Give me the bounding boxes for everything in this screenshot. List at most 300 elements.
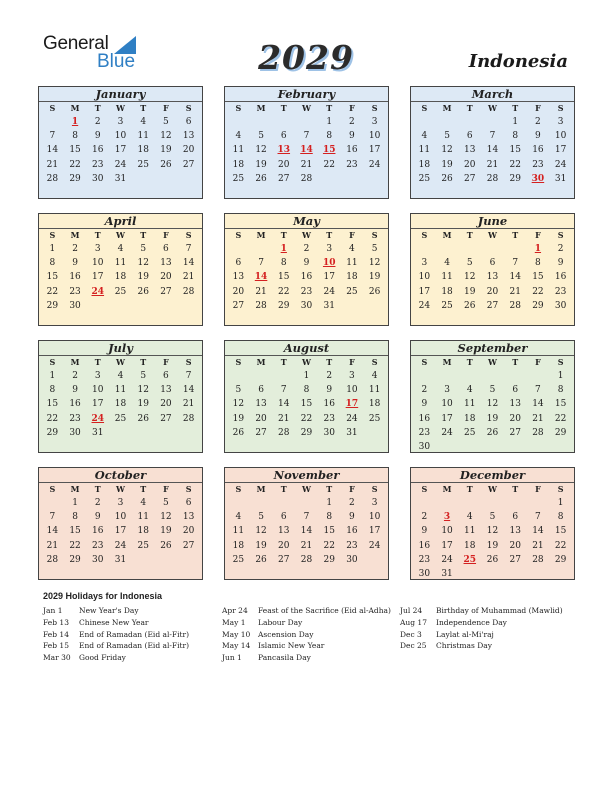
month-title: April [39, 214, 202, 229]
day-cell: 16 [418, 540, 431, 551]
weekday-header: F [349, 357, 355, 367]
weekday-header: T [512, 103, 519, 113]
day-cell: 20 [182, 526, 195, 537]
holiday-entry [43, 617, 189, 629]
day-cell: 9 [349, 512, 355, 523]
month-november [224, 467, 389, 580]
day-cell: 23 [92, 540, 104, 551]
day-cell: 24 [346, 413, 358, 424]
day-cell: 8 [326, 512, 333, 523]
day-cell: 9 [94, 131, 101, 142]
day-cell: 27 [255, 427, 267, 438]
weekday-header: S [371, 484, 378, 494]
day-cell: 15 [509, 145, 521, 156]
weekday-header: F [535, 484, 541, 494]
weekday-header: M [442, 230, 452, 240]
day-cell: 9 [72, 385, 78, 396]
day-cell: 6 [258, 385, 264, 396]
month-january [38, 86, 203, 199]
holiday-date: Jun 1 [222, 653, 242, 663]
day-cell: 9 [557, 258, 564, 269]
holidays-heading: 2029 Holidays for Indonesia [43, 591, 163, 601]
day-cell: 19 [368, 272, 381, 283]
day-cell: 11 [464, 526, 476, 537]
holiday-name: Independence Day [436, 617, 507, 627]
day-cell: 30 [323, 427, 335, 438]
day-cell: 5 [258, 512, 264, 523]
day-cell: 11 [346, 258, 358, 269]
day-cell: 30 [92, 554, 104, 565]
empty-cell [458, 496, 481, 510]
day-cell: 18 [464, 540, 476, 551]
day-cell: 11 [232, 526, 245, 537]
day-cell: 3 [349, 371, 355, 381]
day-cell: 23 [69, 413, 81, 424]
day-cell: 12 [255, 526, 267, 537]
day-cell: 20 [278, 540, 290, 551]
day-cell: 4 [444, 258, 450, 269]
month-title: January [39, 87, 202, 102]
day-cell: 19 [441, 159, 453, 170]
empty-cell [227, 369, 250, 383]
weekday-header: T [512, 230, 519, 240]
holiday-entry [222, 629, 391, 641]
day-cell: 16 [346, 526, 358, 537]
day-cell: 3 [371, 117, 378, 127]
weekday-header: M [442, 484, 452, 494]
weekday-header: S [557, 357, 564, 367]
day-cell: 2 [421, 385, 428, 396]
holiday-entry [400, 629, 563, 641]
day-cell: 12 [255, 145, 267, 156]
day-cell: 1 [557, 371, 564, 381]
day-cell: 3 [94, 244, 101, 254]
day-cell: 17 [114, 526, 127, 537]
day-grid [411, 356, 574, 454]
day-cell: 10 [418, 272, 431, 283]
day-cell: 27 [509, 554, 521, 565]
day-cell: 6 [163, 371, 169, 381]
day-cell: 31 [346, 427, 358, 438]
day-cell: 29 [46, 300, 59, 311]
day-cell: 22 [46, 286, 59, 297]
holiday-entry [222, 640, 391, 652]
day-cell: 17 [92, 399, 104, 410]
day-cell: 8 [557, 385, 564, 396]
day-cell: 3 [117, 498, 124, 508]
day-cell: 6 [280, 512, 287, 523]
weekday-header: T [280, 230, 287, 240]
holiday-entry [43, 652, 189, 664]
month-title: March [411, 87, 574, 102]
day-cell: 15 [554, 399, 567, 410]
weekday-header: S [371, 230, 378, 240]
day-cell: 27 [182, 159, 195, 170]
day-cell: 15 [69, 526, 81, 537]
day-cell: 15 [323, 526, 335, 537]
day-cell: 18 [346, 272, 358, 283]
weekday-header: T [280, 103, 287, 113]
day-cell: 19 [255, 159, 267, 170]
day-cell: 26 [137, 413, 149, 424]
day-cell: 12 [137, 385, 149, 396]
weekday-header: S [421, 357, 428, 367]
empty-cell [413, 115, 436, 129]
day-cell: 25 [137, 159, 149, 170]
day-cell: 12 [137, 258, 149, 269]
day-cell: 29 [69, 554, 81, 565]
day-cell: 18 [137, 526, 149, 537]
day-cell: 13 [509, 399, 521, 410]
holiday-entry [222, 617, 391, 629]
day-cell: 25 [418, 173, 431, 184]
day-grid [225, 483, 388, 567]
weekday-header: S [185, 103, 192, 113]
day-cell: 17 [92, 272, 104, 283]
weekday-header: M [70, 484, 80, 494]
day-cell: 19 [486, 413, 499, 424]
day-cell: 22 [69, 540, 81, 551]
holiday-day: 10 [322, 258, 336, 269]
day-cell: 6 [185, 498, 192, 508]
day-cell: 30 [300, 300, 313, 311]
day-cell: 13 [160, 385, 172, 396]
day-cell: 22 [69, 159, 81, 170]
day-cell: 16 [69, 272, 81, 283]
day-cell: 29 [278, 300, 290, 311]
day-cell: 22 [300, 413, 313, 424]
weekday-header: T [326, 230, 333, 240]
holiday-date: Aug 17 [400, 617, 427, 627]
day-cell: 28 [532, 427, 544, 438]
day-cell: 25 [441, 300, 453, 311]
day-cell: 2 [349, 498, 355, 508]
day-cell: 15 [532, 272, 544, 283]
day-cell: 10 [92, 258, 104, 269]
day-cell: 21 [182, 272, 195, 283]
day-cell: 23 [418, 554, 431, 565]
day-cell: 27 [278, 173, 290, 184]
day-cell: 15 [46, 272, 59, 283]
day-cell: 2 [349, 117, 355, 127]
weekday-header: S [49, 230, 56, 240]
day-cell: 4 [117, 244, 124, 254]
weekday-header: S [235, 103, 242, 113]
weekday-header: M [70, 357, 80, 367]
holiday-name: End of Ramadan (Eid al-Fitr) [79, 629, 190, 639]
day-cell: 15 [554, 526, 567, 537]
day-cell: 29 [554, 554, 567, 565]
holiday-day: 1 [534, 244, 542, 254]
weekday-header: W [488, 103, 497, 113]
holiday-name: Birthday of Muhammad (Mawlid) [436, 606, 563, 615]
day-cell: 5 [235, 385, 242, 396]
day-cell: 24 [418, 300, 431, 311]
weekday-header: W [116, 357, 125, 367]
holiday-day: 1 [280, 244, 287, 254]
day-cell: 26 [137, 286, 149, 297]
weekday-header: F [349, 484, 355, 494]
day-cell: 26 [255, 554, 267, 565]
day-cell: 25 [137, 540, 149, 551]
day-cell: 7 [303, 512, 310, 523]
day-cell: 11 [114, 258, 127, 269]
weekday-header: W [488, 484, 497, 494]
month-october [38, 467, 203, 580]
day-cell: 26 [486, 427, 499, 438]
day-cell: 9 [303, 258, 310, 269]
weekday-header: S [185, 357, 192, 367]
day-cell: 8 [326, 131, 333, 142]
holiday-day: 14 [254, 272, 268, 283]
weekday-header: T [326, 357, 333, 367]
weekday-header: M [442, 103, 452, 113]
day-cell: 9 [349, 131, 355, 142]
day-cell: 2 [535, 117, 541, 127]
day-cell: 25 [232, 173, 245, 184]
day-cell: 16 [69, 399, 81, 410]
day-cell: 4 [349, 244, 355, 254]
day-cell: 6 [512, 385, 519, 396]
day-cell: 1 [512, 117, 519, 127]
day-cell: 27 [486, 300, 499, 311]
day-cell: 27 [160, 413, 172, 424]
holiday-column [43, 605, 189, 664]
holiday-entry [400, 640, 563, 652]
day-cell: 11 [418, 145, 431, 156]
day-cell: 9 [421, 526, 428, 537]
day-cell: 11 [137, 512, 149, 523]
day-cell: 26 [368, 286, 381, 297]
day-cell: 18 [464, 413, 476, 424]
day-cell: 10 [368, 131, 381, 142]
weekday-header: F [163, 230, 169, 240]
holiday-date: May 10 [222, 629, 251, 639]
holiday-day: 13 [277, 145, 291, 156]
day-cell: 9 [535, 131, 541, 142]
month-title: September [411, 341, 574, 356]
day-cell: 20 [160, 272, 172, 283]
weekday-header: T [94, 484, 101, 494]
day-cell: 17 [418, 286, 431, 297]
day-cell: 24 [441, 427, 453, 438]
day-cell: 11 [368, 385, 381, 396]
empty-cell [458, 115, 481, 129]
holiday-date: Dec 25 [400, 641, 427, 651]
weekday-header: W [116, 484, 125, 494]
day-cell: 23 [300, 286, 313, 297]
day-cell: 12 [486, 526, 499, 537]
day-cell: 8 [72, 131, 78, 142]
day-cell: 17 [441, 413, 453, 424]
day-cell: 14 [182, 258, 195, 269]
day-cell: 15 [300, 399, 313, 410]
day-cell: 30 [554, 300, 567, 311]
day-cell: 5 [489, 512, 496, 523]
logo-text-general: General [43, 33, 109, 54]
day-cell: 13 [182, 512, 195, 523]
empty-cell [413, 496, 436, 510]
day-cell: 5 [140, 244, 147, 254]
day-cell: 28 [509, 300, 521, 311]
day-cell: 14 [46, 526, 59, 537]
day-cell: 19 [160, 145, 172, 156]
day-cell: 16 [92, 526, 104, 537]
day-cell: 31 [323, 300, 335, 311]
day-cell: 28 [278, 427, 290, 438]
day-cell: 2 [326, 371, 333, 381]
holiday-date: Jan 1 [43, 606, 63, 615]
day-cell: 8 [280, 258, 287, 269]
holiday-date: May 1 [222, 617, 246, 627]
day-cell: 30 [69, 300, 81, 311]
day-cell: 4 [466, 385, 473, 396]
empty-cell [250, 242, 273, 256]
day-cell: 8 [535, 258, 541, 269]
day-grid [39, 229, 202, 313]
holiday-day: 24 [91, 286, 105, 297]
day-cell: 10 [114, 131, 127, 142]
weekday-header: W [488, 357, 497, 367]
day-cell: 13 [464, 145, 476, 156]
empty-cell [481, 115, 504, 129]
day-cell: 15 [278, 272, 290, 283]
day-cell: 21 [486, 159, 499, 170]
holiday-entry [43, 640, 189, 652]
day-cell: 30 [418, 568, 431, 579]
day-cell: 26 [160, 540, 172, 551]
day-cell: 3 [371, 498, 378, 508]
holiday-date: May 14 [222, 641, 251, 651]
day-cell: 2 [421, 512, 428, 523]
day-cell: 8 [49, 385, 56, 396]
day-cell: 10 [554, 131, 567, 142]
empty-cell [436, 115, 459, 129]
day-cell: 2 [303, 244, 310, 254]
day-cell: 4 [421, 131, 428, 142]
month-august [224, 340, 389, 453]
day-cell: 15 [46, 399, 59, 410]
day-cell: 11 [232, 145, 245, 156]
day-cell: 18 [114, 399, 127, 410]
day-cell: 14 [46, 145, 59, 156]
holiday-entry [222, 652, 391, 664]
day-cell: 12 [368, 258, 381, 269]
day-cell: 3 [421, 258, 428, 269]
day-cell: 23 [418, 427, 431, 438]
day-cell: 7 [280, 385, 287, 396]
day-cell: 14 [278, 399, 290, 410]
month-title: June [411, 214, 574, 229]
day-cell: 22 [554, 540, 567, 551]
day-cell: 10 [441, 399, 453, 410]
day-cell: 16 [323, 399, 335, 410]
weekday-header: M [256, 103, 266, 113]
weekday-header: F [535, 230, 541, 240]
day-cell: 28 [182, 413, 195, 424]
day-cell: 16 [92, 145, 104, 156]
holiday-name: New Year's Day [79, 606, 139, 615]
weekday-header: T [326, 103, 333, 113]
day-cell: 20 [486, 286, 499, 297]
day-cell: 24 [323, 286, 335, 297]
day-cell: 19 [486, 540, 499, 551]
day-cell: 4 [140, 498, 147, 508]
day-grid [39, 356, 202, 440]
day-cell: 24 [368, 540, 381, 551]
holiday-date: Jul 24 [400, 606, 423, 615]
day-cell: 28 [532, 554, 544, 565]
day-cell: 18 [441, 286, 453, 297]
day-cell: 31 [554, 173, 567, 184]
month-september [410, 340, 575, 453]
weekday-header: W [488, 230, 497, 240]
empty-cell [250, 115, 273, 129]
day-cell: 16 [300, 272, 313, 283]
day-cell: 14 [300, 526, 313, 537]
day-cell: 26 [255, 173, 267, 184]
month-december [410, 467, 575, 580]
day-cell: 25 [114, 413, 127, 424]
weekday-header: S [371, 103, 378, 113]
weekday-header: T [94, 357, 101, 367]
empty-cell [481, 496, 504, 510]
weekday-header: S [557, 230, 564, 240]
day-cell: 14 [182, 385, 195, 396]
day-cell: 23 [346, 159, 358, 170]
day-cell: 29 [554, 427, 567, 438]
day-cell: 6 [512, 512, 519, 523]
weekday-header: S [421, 230, 428, 240]
day-cell: 4 [235, 512, 242, 523]
weekday-header: M [70, 230, 80, 240]
day-cell: 7 [512, 258, 519, 269]
month-title: May [225, 214, 388, 229]
weekday-header: T [94, 230, 101, 240]
month-title: February [225, 87, 388, 102]
weekday-header: M [256, 484, 266, 494]
day-cell: 9 [94, 512, 101, 523]
weekday-header: M [70, 103, 80, 113]
day-cell: 29 [300, 427, 313, 438]
day-cell: 11 [441, 272, 453, 283]
month-title: July [39, 341, 202, 356]
day-cell: 20 [232, 286, 245, 297]
holiday-date: Dec 3 [400, 629, 422, 639]
day-cell: 13 [182, 131, 195, 142]
day-cell: 27 [160, 286, 172, 297]
day-cell: 22 [278, 286, 290, 297]
weekday-header: M [256, 230, 266, 240]
day-cell: 24 [441, 554, 453, 565]
day-cell: 20 [255, 413, 267, 424]
day-cell: 29 [69, 173, 81, 184]
day-grid [225, 102, 388, 186]
month-june [410, 213, 575, 326]
empty-cell [295, 115, 318, 129]
empty-cell [458, 369, 481, 383]
day-cell: 20 [278, 159, 290, 170]
day-cell: 4 [235, 131, 242, 142]
day-cell: 21 [255, 286, 267, 297]
day-cell: 19 [255, 540, 267, 551]
day-cell: 5 [466, 258, 473, 269]
day-cell: 29 [532, 300, 544, 311]
day-cell: 21 [46, 540, 59, 551]
weekday-header: T [280, 357, 287, 367]
day-cell: 8 [72, 512, 78, 523]
day-cell: 23 [346, 540, 358, 551]
